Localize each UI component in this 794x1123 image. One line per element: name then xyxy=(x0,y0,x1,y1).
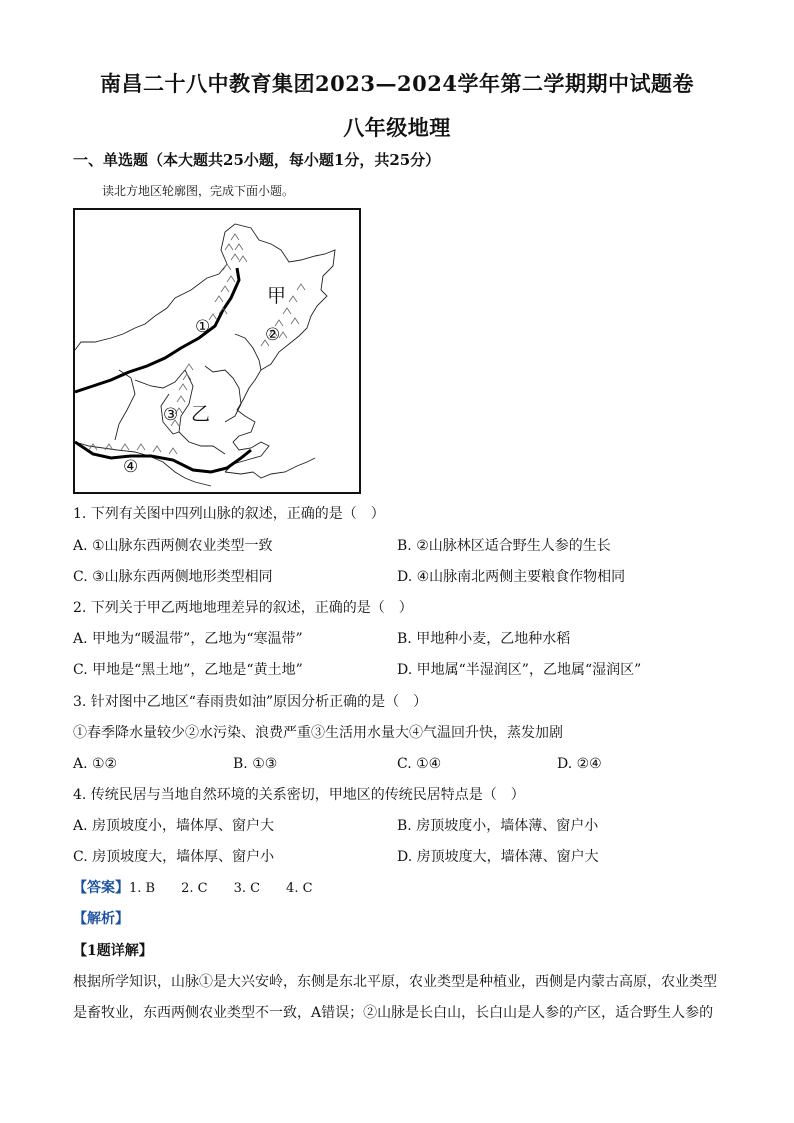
question-2-stem: 2. 下列关于甲乙两地地理差异的叙述，正确的是（ ） xyxy=(73,600,413,616)
mountain-2-label: ② xyxy=(265,325,281,344)
mountain-4-label: ④ xyxy=(123,457,139,476)
region-jia-label: 甲 xyxy=(267,286,287,307)
question-3-option-b: B. ①③ xyxy=(233,756,278,772)
north-china-outline-map xyxy=(73,208,361,494)
region-yi-label: 乙 xyxy=(191,404,211,425)
analysis-tag: 【解析】 xyxy=(73,911,129,927)
question-1-option-b: B. ②山脉林区适合野生人参的生长 xyxy=(397,538,611,554)
question-4-stem: 4. 传统民居与当地自然环境的关系密切，甲地区的传统民居特点是（ ） xyxy=(73,787,525,803)
question-3-option-a: A. ①② xyxy=(73,756,118,772)
question-2-option-a: A. 甲地为“暖温带”，乙地为“寒温带” xyxy=(73,631,303,647)
question-4-option-d: D. 房顶坡度大，墙体薄、窗户大 xyxy=(397,849,599,865)
minor-border-c xyxy=(235,334,261,370)
minor-border-a xyxy=(135,370,185,388)
map-figure xyxy=(75,210,359,492)
question-1-option-d: D. ④山脉南北两侧主要粮食作物相同 xyxy=(397,569,626,585)
question-2-option-b: B. 甲地种小麦，乙地种水稻 xyxy=(397,631,571,647)
question-2-option-d: D. 甲地属“半湿润区”，乙地属“湿润区” xyxy=(397,662,642,678)
west-border-lower xyxy=(75,442,211,486)
section-heading: 一、单选题（本大题共25小题，每小题1分，共25分） xyxy=(73,151,441,169)
question-3-statements: ①春季降水量较少②水污染、浪费严重③生活用水量大④气温回升快，蒸发加剧 xyxy=(73,725,563,741)
question-4-option-a: A. 房顶坡度小，墙体厚、窗户大 xyxy=(73,818,275,834)
question-4-option-b: B. 房顶坡度小，墙体薄、窗户小 xyxy=(397,818,599,834)
page-subtitle: 八年级地理 xyxy=(343,115,451,140)
map-instruction: 读北方地区轮廓图，完成下面小题。 xyxy=(102,184,295,198)
question-1-stem: 1. 下列有关图中四列山脉的叙述，正确的是（ ） xyxy=(73,506,385,522)
answer-line xyxy=(73,879,313,898)
bohai-coast xyxy=(225,370,269,472)
mountain-1-label: ① xyxy=(195,317,211,336)
inner-border-2 xyxy=(205,366,241,422)
answer-tag: 【答案】 xyxy=(73,880,129,896)
minor-border-b xyxy=(115,370,135,440)
question-3-stem: 3. 针对图中乙地区“春雨贵如油”原因分析正确的是（ ） xyxy=(73,694,428,710)
analysis-sub-tag: 【1题详解】 xyxy=(73,943,153,959)
major-boundary-south xyxy=(75,442,251,472)
analysis-line-1: 根据所学知识，山脉①是大兴安岭，东侧是东北平原，农业类型是种植业，西侧是内蒙古高原，农业类型 xyxy=(73,974,717,990)
mountain-3-label: ③ xyxy=(163,405,179,424)
question-1-option-a: A. ①山脉东西两侧农业类型一致 xyxy=(73,538,273,554)
major-boundary-north xyxy=(75,268,239,392)
mountain-range-4-hatch xyxy=(89,444,177,454)
analysis-line-2: 是畜牧业，东西两侧农业类型不一致，A错误；②山脉是长白山，长白山是人参的产区，适合野生人参的 xyxy=(73,1005,714,1021)
question-4-option-c: C. 房顶坡度大，墙体厚、窗户小 xyxy=(73,849,275,865)
question-1-option-c: C. ③山脉东西两侧地形类型相同 xyxy=(73,569,273,585)
question-2-option-c: C. 甲地是“黑土地”，乙地是“黄土地” xyxy=(73,662,303,678)
question-3-option-d: D. ②④ xyxy=(557,756,602,772)
question-3-option-c: C. ①④ xyxy=(397,756,442,772)
mountain-range-1-hatch xyxy=(209,234,247,320)
page-title: 南昌二十八中教育集团2023—2024学年第二学期期中试题卷 xyxy=(100,71,694,96)
answer-text: 1. B 2. C 3. C 4. C xyxy=(129,881,313,896)
